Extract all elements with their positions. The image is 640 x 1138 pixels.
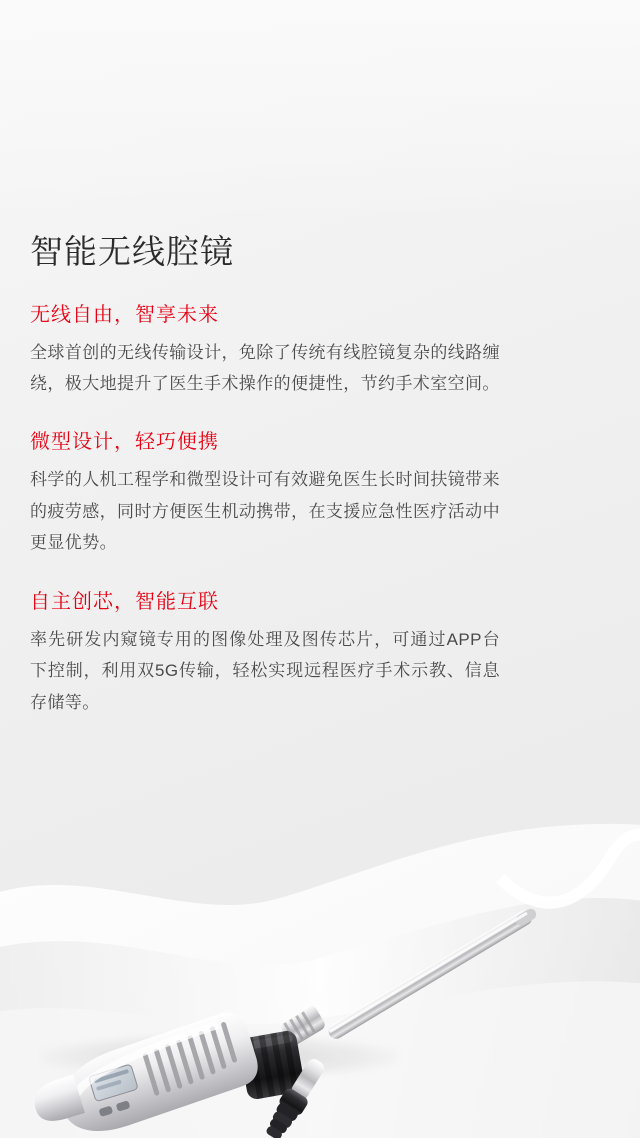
feature-body-1: 全球首创的无线传输设计，免除了传统有线腔镜复杂的线路缠绕，极大地提升了医生手术操作的便捷性，节约手术室空间。	[30, 342, 500, 394]
feature-heading-1: 无线自由，智享未来	[30, 303, 219, 326]
product-photo	[0, 778, 640, 1138]
feature-heading-2: 微型设计，轻巧便携	[30, 431, 219, 454]
feature-heading-3: 自主创芯，智能互联	[30, 590, 219, 613]
page-title: 智能无线腔镜	[30, 233, 234, 270]
feature-body-2: 科学的人机工程学和微型设计可有效避免医生长时间扶镜带来的疲劳感，同时方便医生机动携带，在支援应急性医疗活动中更显优势。	[30, 470, 500, 553]
top-gradient-sheen	[0, 0, 640, 220]
feature-block-3	[30, 585, 500, 718]
feature-block-1	[30, 298, 500, 400]
endoscope-illustration	[0, 798, 640, 1138]
feature-block-2	[30, 425, 500, 558]
content-column	[30, 232, 500, 718]
feature-body-3: 率先研发内窥镜专用的图像处理及图传芯片，可通过APP台下控制，利用双5G传输，轻松实现远程医疗手术示教、信息存储等。	[30, 629, 500, 712]
